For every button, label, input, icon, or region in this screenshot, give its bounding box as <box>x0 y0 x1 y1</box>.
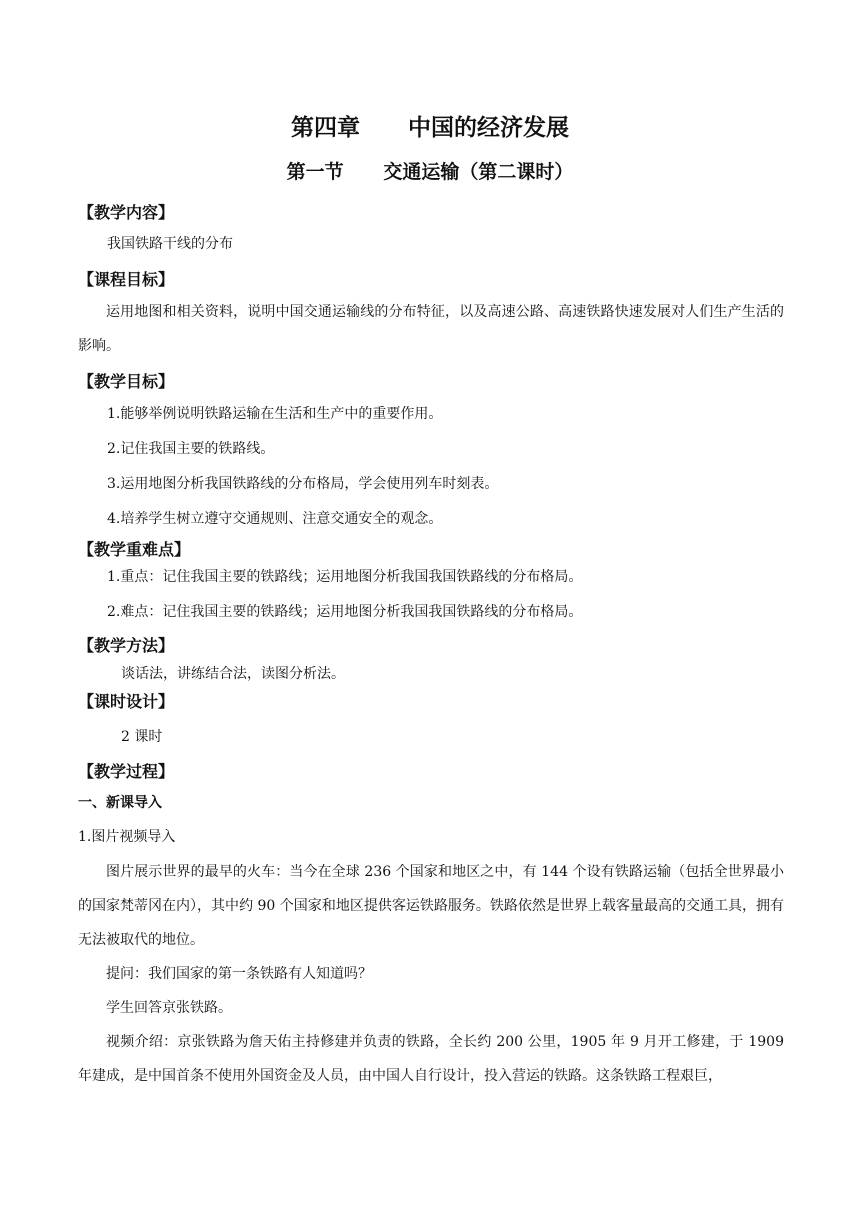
key-point-item: 1.重点：记住我国主要的铁路线；运用地图分析我国我国铁路线的分布格局。 <box>107 569 583 585</box>
key-point-item: 2.难点：记住我国主要的铁路线；运用地图分析我国我国铁路线的分布格局。 <box>107 604 583 620</box>
methods-text: 谈话法，讲练结合法，读图分析法。 <box>121 666 345 682</box>
intro-paragraph: 图片展示世界的最早的火车：当今在全球 236 个国家和地区之中，有 144 个设有铁路运输（包括全世界最小的国家梵蒂冈在内），其中约 90 个国家和地区提供客运铁路服务。铁路依然是世界上载客量最高的交通工具，拥有无法被取代的地位。 <box>78 864 784 948</box>
teaching-content-heading: 【教学内容】 <box>78 203 175 222</box>
lesson-design-heading: 【课时设计】 <box>78 692 175 711</box>
key-points-heading: 【教学重难点】 <box>78 540 191 559</box>
lesson-design-text: 2 课时 <box>121 729 163 745</box>
teaching-goal-item: 2.记住我国主要的铁路线。 <box>107 441 275 457</box>
new-lesson-intro-heading: 一、新课导入 <box>78 795 162 811</box>
process-heading: 【教学过程】 <box>78 762 175 781</box>
student-answer-paragraph: 学生回答京张铁路。 <box>106 1000 232 1016</box>
section-title: 第一节 交通运输（第二课时） <box>286 161 574 183</box>
teaching-goal-item: 3.运用地图分析我国铁路线的分布格局，学会使用列车时刻表。 <box>107 476 499 492</box>
picture-video-intro-label: 1.图片视频导入 <box>78 829 176 845</box>
course-goal-text: 运用地图和相关资料，说明中国交通运输线的分布特征，以及高速公路、高速铁路快速发展对人们生产生活的影响。 <box>78 304 784 354</box>
teaching-content-text: 我国铁路干线的分布 <box>107 236 233 252</box>
teaching-goals-heading: 【教学目标】 <box>78 372 175 391</box>
course-goal-heading: 【课程目标】 <box>78 270 175 289</box>
question-paragraph: 提问：我们国家的第一条铁路有人知道吗？ <box>106 966 372 982</box>
teaching-goal-item: 4.培养学生树立遵守交通规则、注意交通安全的观念。 <box>107 511 443 527</box>
video-intro-paragraph: 视频介绍：京张铁路为詹天佑主持修建并负责的铁路，全长约 200 公里，1905 年 9 月开工修建，于 1909 年建成，是中国首条不使用外国资金及人员，由中国人自行设计，投入营运的铁路。这条铁路工程艰巨， <box>78 1034 784 1084</box>
teaching-goal-item: 1.能够举例说明铁路运输在生活和生产中的重要作用。 <box>107 406 443 422</box>
methods-heading: 【教学方法】 <box>78 636 175 655</box>
chapter-title: 第四章 中国的经济发展 <box>290 115 570 141</box>
